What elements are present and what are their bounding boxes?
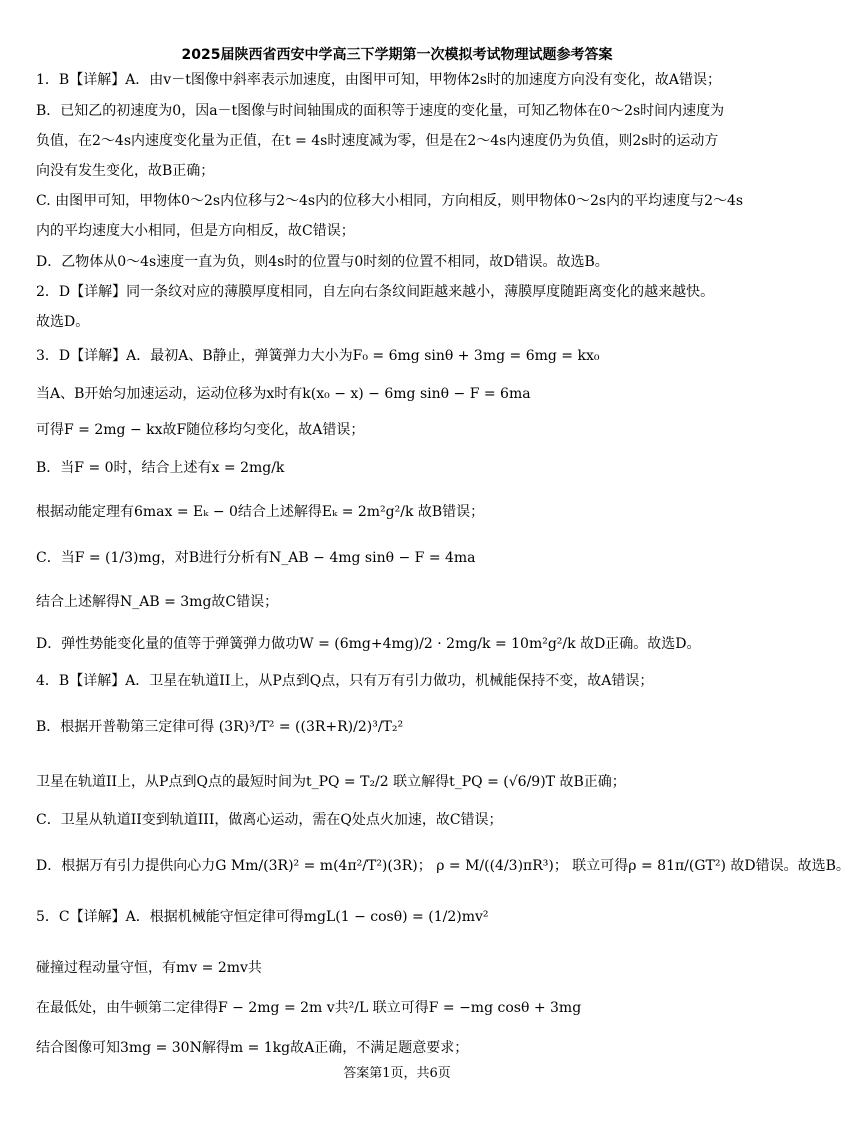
- text-line: D．根据万有引力提供向心力G Mm/(3R)² = m(4π²/T²)(3R)； ρ = M/((4/3)πR³)； 联立可得ρ = 81π/(GT²) 故D错误。故选B。: [36, 858, 850, 874]
- text-line: B．根据开普勒第三定律可得 (3R)³/T² = ((3R+R)/2)³/T₂²: [36, 719, 404, 735]
- text-line: 碰撞过程动量守恒，有mv = 2mv共: [36, 960, 262, 976]
- text-line: 根据动能定理有6max = Eₖ − 0结合上述解得Eₖ = 2m²g²/k 故B错误；: [36, 504, 485, 520]
- text-line: C．当F = (1/3)mg，对B进行分析有N_AB − 4mg sinθ − F = 4ma: [36, 550, 476, 566]
- text-line: 在最低处，由牛顿第二定律得F − 2mg = 2m v共²/L 联立可得F = −mg cosθ + 3mg: [36, 1000, 582, 1016]
- text-line: 内的平均速度大小相同，但是方向相反，故C错误；: [36, 223, 355, 239]
- text-line: C．卫星从轨道II变到轨道III，做离心运动，需在Q处点火加速，故C错误；: [36, 812, 503, 828]
- text-line: 故选D。: [36, 314, 90, 330]
- text-line: 2．D【详解】同一条纹对应的薄膜厚度相同，自左向右条纹间距越来越小，薄膜厚度随距离变化的越来越快。: [36, 284, 715, 300]
- text-line: 向没有发生变化，故B正确；: [36, 163, 215, 179]
- text-line: 卫星在轨道II上，从P点到Q点的最短时间为t_PQ = T₂/2 联立解得t_PQ = (√6/9)T 故B正确；: [36, 774, 626, 790]
- text-line: 1．B【详解】A．由v－t图像中斜率表示加速度，由图甲可知，甲物体2s时的加速度方向没有变化，故A错误；: [36, 72, 722, 88]
- page-footer: 答案第1页，共6页: [343, 1066, 451, 1081]
- text-line: C. 由图甲可知，甲物体0～2s内位移与2～4s内的位移大小相同，方向相反，则甲物体0～2s内的平均速度与2～4s: [36, 193, 744, 209]
- text-line: 5．C【详解】A．根据机械能守恒定律可得mgL(1 − cosθ) = (1/2)mv²: [36, 909, 489, 925]
- text-line: 可得F = 2mg − kx故F随位移均匀变化，故A错误；: [36, 422, 365, 438]
- text-line: 3．D【详解】A．最初A、B静止，弹簧弹力大小为F₀ = 6mg sinθ + 3mg = 6mg = kx₀: [36, 348, 600, 364]
- text-line: D．弹性势能变化量的值等于弹簧弹力做功W = (6mg+4mg)/2 · 2mg/k = 10m²g²/k 故D正确。故选D。: [36, 636, 701, 652]
- text-line: 4．B【详解】A．卫星在轨道II上，从P点到Q点，只有万有引力做功，机械能保持不变，故A错误；: [36, 673, 654, 689]
- text-line: B．已知乙的初速度为0，因a－t图像与时间轴围成的面积等于速度的变化量，可知乙物体在0～2s时间内速度为: [36, 103, 725, 119]
- text-line: 结合上述解得N_AB = 3mg故C错误；: [36, 594, 279, 610]
- text-line: 结合图像可知3mg = 30N解得m = 1kg故A正确，不满足题意要求；: [36, 1040, 469, 1056]
- document-title: 2025届陕西省西安中学高三下学期第一次模拟考试物理试题参考答案: [181, 47, 613, 63]
- text-line: 当A、B开始匀加速运动，运动位移为x时有k(x₀ − x) − 6mg sinθ − F = 6ma: [36, 386, 531, 402]
- text-line: B．当F = 0时，结合上述有x = 2mg/k: [36, 460, 285, 476]
- text-line: 负值，在2～4s内速度变化量为正值，在t = 4s时速度减为零，但是在2～4s内速度仍为负值，则2s时的运动方: [36, 133, 719, 149]
- text-line: D．乙物体从0～4s速度一直为负，则4s时的位置与0时刻的位置不相同，故D错误。故选B。: [36, 254, 609, 270]
